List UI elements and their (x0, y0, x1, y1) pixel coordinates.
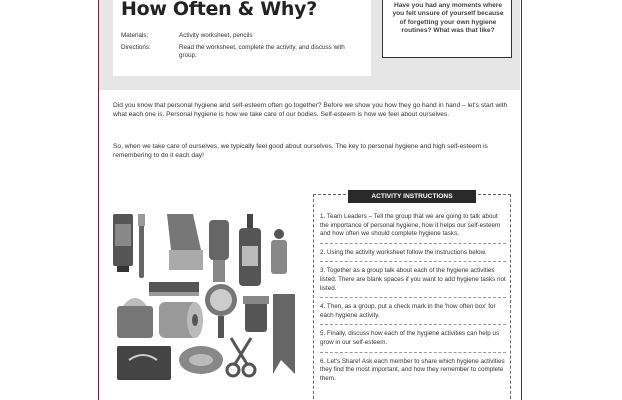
instruction-step-5: 5. Finally, discuss how each of the hygiene activities can help us grow in our self-esteem. (320, 330, 506, 352)
instruction-step-2: 2. Using the activity worksheet follow the instructions below. (320, 249, 506, 263)
instruction-step-1: 1. Team Leaders – Tell the group that we are going to talk about the importance of personal hygiene, how it helps our self-esteem and how often we should complete hygiene tasks. (320, 213, 506, 244)
deodorant-icon (243, 296, 269, 332)
materials-value: Activity worksheet, pencils (179, 32, 253, 39)
comb-icon (149, 282, 199, 296)
hanging-towel-icon (273, 294, 295, 374)
lotion-bottle-icon (239, 214, 261, 286)
tissue-box-icon (117, 346, 171, 380)
materials-label: Materials: (121, 32, 149, 39)
toothbrush-icon (138, 214, 145, 278)
instruction-steps (320, 213, 506, 392)
intro-paragraph-1: Did you know that personal hygiene and self-esteem often go together? Before we show you how they go hand in hand – let's start with what each one is. Personal hygiene is how we take care of our bodies. Self-esteem is how we feel about ourselves. (113, 102, 508, 119)
instruction-step-3: 3. Together as a group talk about each of the hygiene activities listed. There are blank spaces if you want to add hygiene tasks not listed. (320, 267, 506, 298)
title-card (113, 0, 371, 76)
toilet-paper-icon (159, 302, 203, 338)
activity-instructions-box (313, 194, 511, 400)
page-title: How Often & Why? (121, 0, 317, 20)
mirror-icon (205, 284, 237, 338)
brush-icon (209, 220, 229, 282)
intro-paragraph-2: So, when we take care of ourselves, we typically feel good about ourselves. The key to personal hygiene and high self-esteem is remembering to do it each day! (113, 143, 488, 160)
toothpaste-icon (113, 214, 133, 272)
tissue-icon (117, 298, 153, 338)
small-bottle-icon (271, 229, 287, 274)
directions-value: Read the worksheet, complete the activity, and discuss with group. (179, 44, 345, 59)
directions-label: Directions: (121, 44, 151, 51)
question-text: Have you had any moments where you felt unsure of yourself because of forgetting your own hygiene routines? What was that like? (392, 2, 504, 35)
question-box (382, 0, 512, 58)
worksheet-page (98, 0, 522, 400)
header-band (99, 0, 520, 90)
hygiene-products-illustration (109, 210, 299, 392)
activity-instructions-heading: ACTIVITY INSTRUCTIONS (348, 190, 476, 203)
instruction-step-4: 4. Then, as a group, put a check mark in the 'how often box' for each hygiene activity. (320, 303, 506, 325)
towel-icon (167, 214, 203, 270)
soap-icon (179, 346, 223, 374)
instruction-step-6: 6. Let's Share! Ask each member to share which hygiene activities they find the most important, and how they remember to complete them. (320, 357, 505, 382)
scissors-icon (227, 338, 255, 376)
